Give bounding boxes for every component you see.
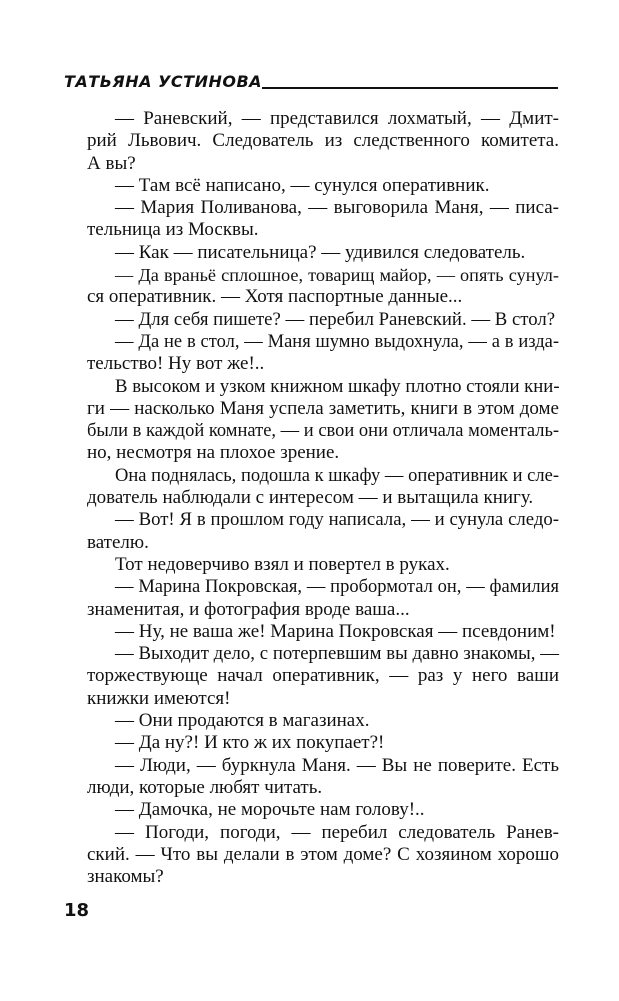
text-line: — Ну, не ваша же! Марина Покровская — псевдоним! [115, 620, 556, 642]
text-line: — Мария Поливанова, — выговорила Маня, — писа- [115, 197, 559, 219]
author-name: ТАТЬЯНА УСТИНОВА [64, 72, 263, 91]
text-line: дователь наблюдали с интересом — и вытащила книгу. [87, 487, 534, 509]
text-line: — Они продаются в магазинах. [115, 710, 370, 732]
text-line: — Люди, — буркнула Маня. — Вы не поверите. Есть [115, 754, 559, 776]
text-line: знаменитая, и фотография вроде ваша... [87, 598, 410, 620]
text-line: — Вот! Я в прошлом году написала, — и сунула следо- [115, 509, 559, 531]
text-line: ский. — Что вы делали в этом доме? С хозяином хорошо [87, 843, 559, 865]
text-line: торжествующе начал оперативник, — раз у него ваши [87, 665, 559, 687]
text-line: но, несмотря на плохое зрение. [87, 442, 340, 464]
text-line: рий Львович. Следователь из следственного комитета. [87, 130, 559, 152]
text-line: тельство! Ну вот же!.. [87, 353, 265, 375]
text-line: Тот недоверчиво взял и повертел в руках. [115, 553, 450, 575]
text-line: — Там всё написано, — сунулся оперативник. [115, 174, 490, 196]
text-line: — Дамочка, не морочьте нам голову!.. [115, 799, 425, 821]
text-line: А вы? [87, 152, 136, 174]
body-text [87, 108, 559, 888]
text-line: — Да не в стол, — Маня шумно выдохнула, — а в изда- [115, 331, 559, 352]
page-number: 18 [64, 900, 90, 921]
text-line: — Для себя пишете? — перебил Раневский. — В стол? [115, 308, 556, 330]
text-line: — Да враньё сплошное, товарищ майор, — опять сунул- [115, 265, 559, 286]
text-line: — Марина Покровская, — пробормотал он, — фамилия [115, 577, 559, 598]
header-rule [262, 87, 558, 89]
text-line: В высоком и узком книжном шкафу плотно стояли кни- [115, 375, 560, 397]
text-line: были в каждой комнате, — и свои они отличала моменталь- [87, 421, 560, 442]
text-line: ги — насколько Маня успела заметить, книги в этом доме [87, 397, 559, 419]
text-line: Она поднялась, подошла к шкафу — оперативник и сле- [115, 465, 559, 486]
text-line: вателю. [87, 531, 149, 553]
text-line: знакомы? [87, 866, 164, 888]
text-line: — Как — писательница? — удивился следователь. [115, 241, 526, 263]
text-line: люди, которые любят читать. [87, 776, 323, 798]
running-header [64, 72, 558, 94]
text-line: — Погоди, погоди, — перебил следователь Ранев- [115, 821, 559, 843]
text-line: — Да ну?! И кто ж их покупает?! [115, 732, 385, 754]
text-line: тельница из Москвы. [87, 219, 259, 241]
text-line: — Раневский, — представился лохматый, — Дмит- [115, 108, 559, 129]
text-line: — Выходит дело, с потерпевшим вы давно знакомы, — [115, 643, 559, 665]
text-line: книжки имеются! [87, 687, 231, 709]
text-line: ся оперативник. — Хотя паспортные данные... [87, 286, 463, 308]
